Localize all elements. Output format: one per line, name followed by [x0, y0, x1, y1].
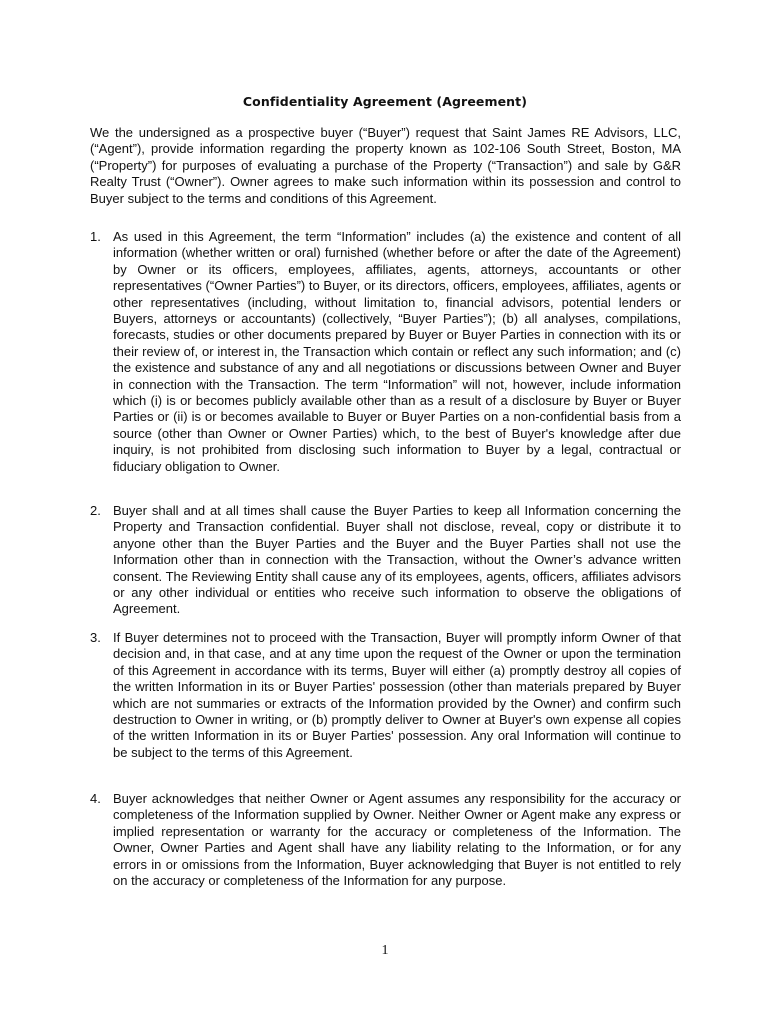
- clause-item: [90, 791, 681, 889]
- clause-number: 1.: [90, 229, 101, 244]
- clause-text: Buyer acknowledges that neither Owner or Agent assumes any responsibility for the accuracy or completeness of the Information supplied by Owner. Neither Owner or Agent make any express or implied representation or warranty for the accuracy or completeness of the Information. The Owner, Owner Parties and Agent shall have any liability relating to the Information, or for any errors in or omissions from the Information, Buyer acknowledging that Buyer is not entitled to rely on the accuracy or completeness of the Information for any purpose.: [113, 791, 681, 889]
- clause-number: 4.: [90, 791, 101, 806]
- clause-item: [90, 503, 681, 618]
- clause-text: If Buyer determines not to proceed with the Transaction, Buyer will promptly inform Owner of that decision and, in that case, and at any time upon the request of the Owner or upon the termination of this Agreement in accordance with its terms, Buyer will either (a) promptly destroy all copies of the written Information in its or Buyer Parties' possession (other than materials prepared by Buyer which are not summaries or extracts of the Information provided by the Owner) and confirm such destruction to Owner in writing, or (b) promptly deliver to Owner at Buyer's own expense all copies of the written Information in its or Buyer Parties' possession. Any oral Information will continue to be subject to the terms of this Agreement.: [113, 630, 681, 760]
- clause-text: Buyer shall and at all times shall cause the Buyer Parties to keep all Information concerning the Property and Transaction confidential. Buyer shall not disclose, reveal, copy or distribute it to anyone other than the Buyer Parties and the Buyer and the Buyer Parties shall not use the Information other than in connection with the Transaction, without the Owner’s advance written consent. The Reviewing Entity shall cause any of its employees, agents, officers, affiliates advisors or any other individual or entities who receive such information to observe the obligations of Agreement.: [113, 503, 681, 617]
- page-number: 1: [381, 943, 389, 958]
- clause-number: 3.: [90, 630, 101, 645]
- clause-text: As used in this Agreement, the term “Information” includes (a) the existence and content of all information (whether written or oral) furnished (whether before or after the date of the Agreement) by Owner or its officers, employees, affiliates, agents, attorneys, accountants or other representatives (“Owner Parties”) to Buyer, or its directors, officers, employees, affiliates, agents or other representatives (including, without limitation to, financial advisors, potential lenders or Buyers, attorneys or accountants) (collectively, “Buyer Parties”); (b) all analyses, compilations, forecasts, studies or other documents prepared by Buyer or Buyer Parties in connection with its or their review of, or interest in, the Transaction which contain or reflect any such information; and (c) the existence and substance of any and all negotiations or discussions between Owner and Buyer in connection with the Transaction. The term “Information” will not, however, include information which (i) is or becomes publicly available other than as a result of a disclosure by Buyer or Buyer Parties or (ii) is or becomes available to Buyer or Buyer Parties on a non-confidential basis from a source (other than Owner or Owner Parties) which, to the best of Buyer's knowledge after due inquiry, is not prohibited from disclosing such information to Buyer by a legal, contractual or fiduciary obligation to Owner.: [113, 229, 681, 474]
- document-title: Confidentiality Agreement (Agreement): [242, 94, 528, 109]
- intro-paragraph: We the undersigned as a prospective buyer (“Buyer”) request that Saint James RE Advisors, LLC, (“Agent”), provide information regarding the property known as 102-106 South Street, Boston, MA (“Property”) for purposes of evaluating a purchase of the Property (“Transaction”) and sale by G&R Realty Trust (“Owner”). Owner agrees to make such information within its possession and control to Buyer subject to the terms and conditions of this Agreement.: [90, 125, 681, 206]
- clause-item: [90, 229, 681, 475]
- clause-number: 2.: [90, 503, 101, 518]
- clause-item: [90, 630, 681, 761]
